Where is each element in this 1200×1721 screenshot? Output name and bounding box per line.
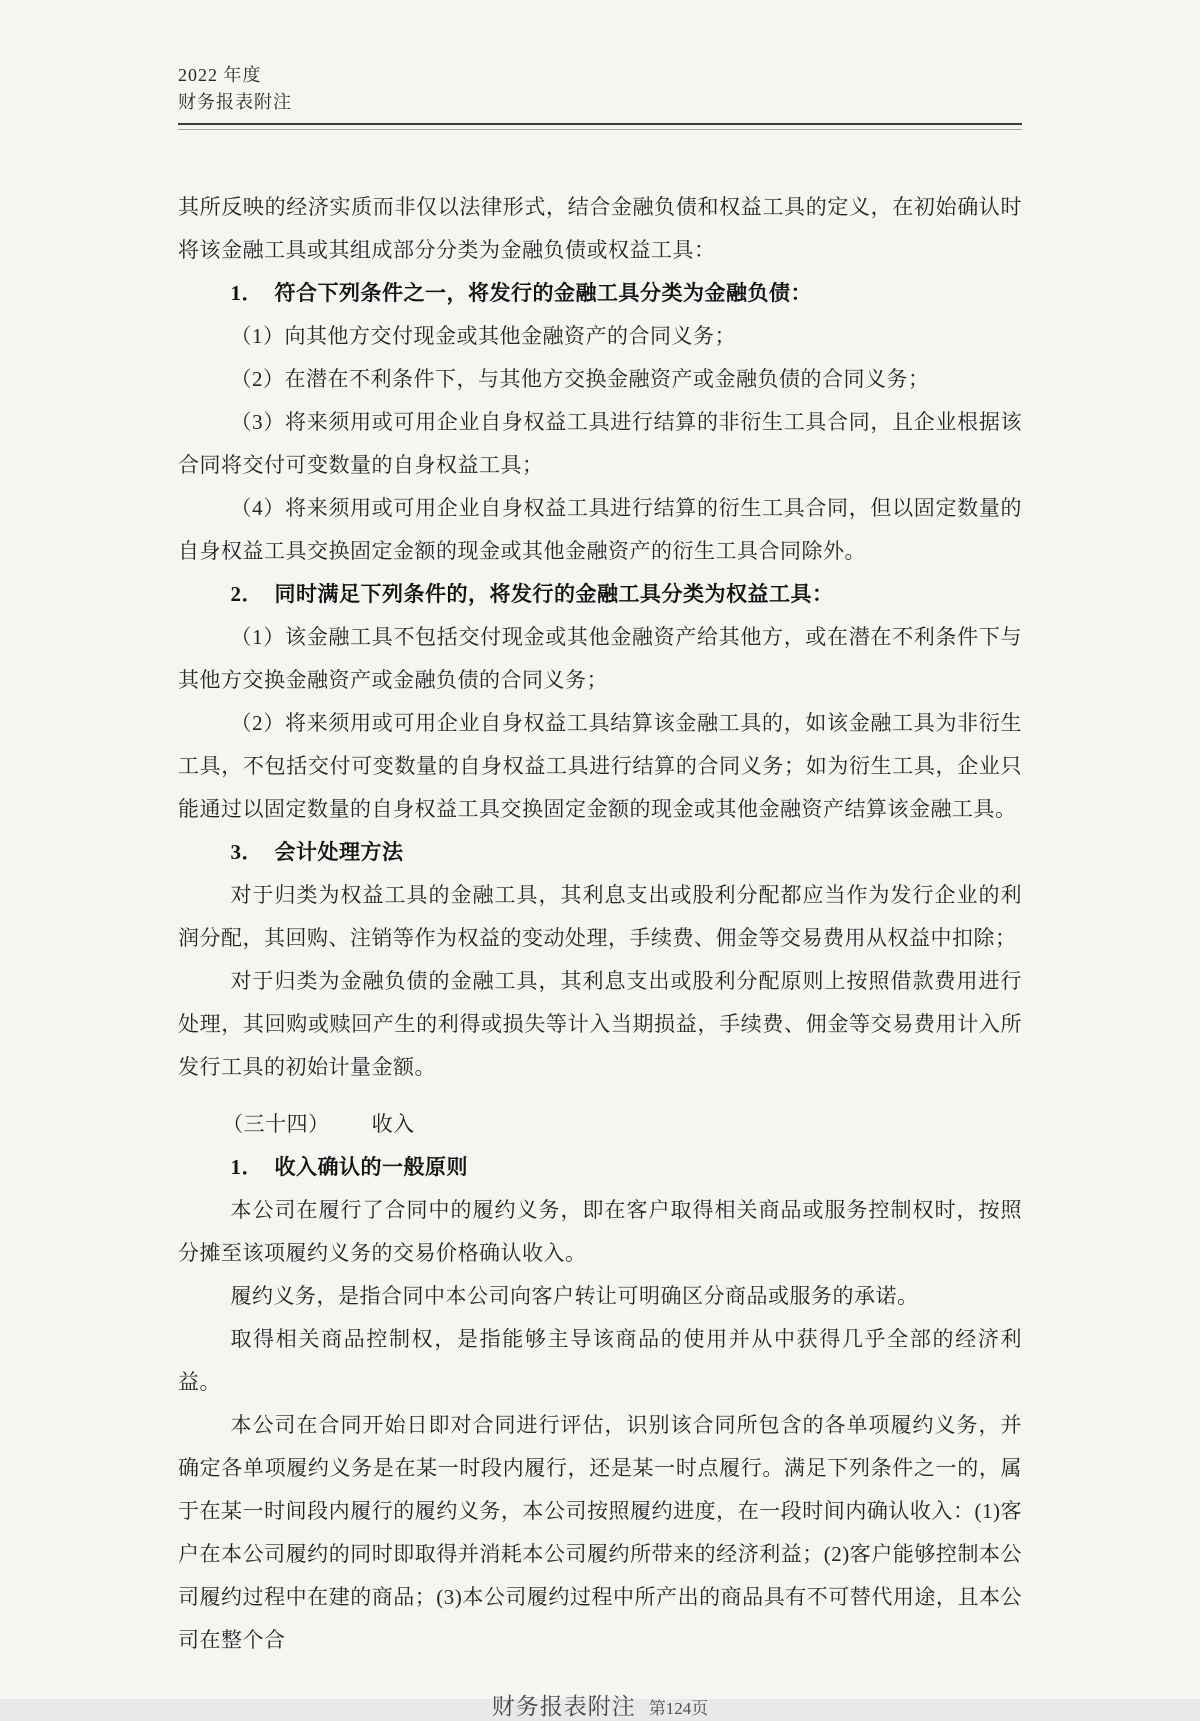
list-item: （3）将来须用或可用企业自身权益工具进行结算的非衍生工具合同，且企业根据该合同将交付可变数量的自身权益工具； [178, 410, 1022, 477]
numbered-heading [178, 573, 1022, 616]
list-item: （4）将来须用或可用企业自身权益工具进行结算的衍生工具合同，但以固定数量的自身权益工具交换固定金额的现金或其他金融资产的衍生工具合同除外。 [178, 496, 1022, 563]
heading-number: 3． [230, 840, 263, 864]
header-doc-title: 财务报表附注 [178, 92, 292, 112]
page-header [178, 62, 1022, 116]
numbered-heading [178, 831, 1022, 874]
section-number: （三十四） [222, 1112, 330, 1136]
list-item: （1）该金融工具不包括交付现金或其他金融资产给其他方，或在潜在不利条件下与其他方交换金融资产或金融负债的合同义务； [178, 625, 1022, 692]
heading-number: 1． [230, 281, 263, 305]
heading-number: 1． [230, 1155, 263, 1179]
paragraph: 取得相关商品控制权，是指能够主导该商品的使用并从中获得几乎全部的经济利益。 [178, 1327, 1022, 1394]
paragraph: 本公司在履行了合同中的履约义务，即在客户取得相关商品或服务控制权时，按照分摊至该项履约义务的交易价格确认收入。 [178, 1198, 1022, 1265]
heading-title: 符合下列条件之一，将发行的金融工具分类为金融负债： [274, 281, 813, 305]
section-title: 收入 [371, 1112, 415, 1136]
continued-paragraph: 其所反映的经济实质而非仅以法律形式，结合金融负债和权益工具的定义，在初始确认时将该金融工具或其组成部分分类为金融负债或权益工具： [178, 195, 1022, 262]
section-heading [178, 1103, 1022, 1146]
list-item: （1）向其他方交付现金或其他金融资产的合同义务； [230, 324, 736, 348]
heading-number: 2． [230, 582, 263, 606]
header-rule [178, 123, 1022, 130]
footer-title: 财务报表附注 [491, 1694, 636, 1719]
heading-title: 收入确认的一般原则 [274, 1155, 469, 1179]
footer-page-number: 第124页 [648, 1699, 709, 1718]
paragraph: 本公司在合同开始日即对合同进行评估，识别该合同所包含的各单项履约义务，并确定各单项履约义务是在某一时段内履行，还是某一时点履行。满足下列条件之一的，属于在某一时间段内履行的履约义务，本公司按照履约进度，在一段时间内确认收入：(1)客户在本公司履约的同时即取得并消耗本公司履约所带来的经济利益；(2)客户能够控制本公司履约过程中在建的商品；(3)本公司履约过程中所产出的商品具有不可替代用途，且本公司在整个合 [178, 1413, 1022, 1652]
paragraph: 履约义务，是指合同中本公司向客户转让可明确区分商品或服务的承诺。 [230, 1284, 919, 1308]
numbered-heading [178, 1146, 1022, 1189]
page-footer [178, 1688, 1022, 1721]
list-item: （2）将来须用或可用企业自身权益工具结算该金融工具的，如该金融工具为非衍生工具，不包括交付可变数量的自身权益工具进行结算的合同义务；如为衍生工具，企业只能通过以固定数量的自身权益工具交换固定金额的现金或其他金融资产结算该金融工具。 [178, 711, 1022, 821]
paragraph: 对于归类为金融负债的金融工具，其利息支出或股利分配原则上按照借款费用进行处理，其回购或赎回产生的利得或损失等计入当期损益，手续费、佣金等交易费用计入所发行工具的初始计量金额。 [178, 969, 1022, 1079]
header-year: 2022 年度 [178, 65, 262, 85]
paragraph: 对于归类为权益工具的金融工具，其利息支出或股利分配都应当作为发行企业的利润分配，其回购、注销等作为权益的变动处理，手续费、佣金等交易费用从权益中扣除； [178, 883, 1022, 950]
numbered-heading [178, 272, 1022, 315]
heading-title: 同时满足下列条件的，将发行的金融工具分类为权益工具： [274, 582, 834, 606]
list-item: （2）在潜在不利条件下，与其他方交换金融资产或金融负债的合同义务； [230, 367, 930, 391]
heading-title: 会计处理方法 [274, 840, 404, 864]
page-body [178, 186, 1022, 1662]
